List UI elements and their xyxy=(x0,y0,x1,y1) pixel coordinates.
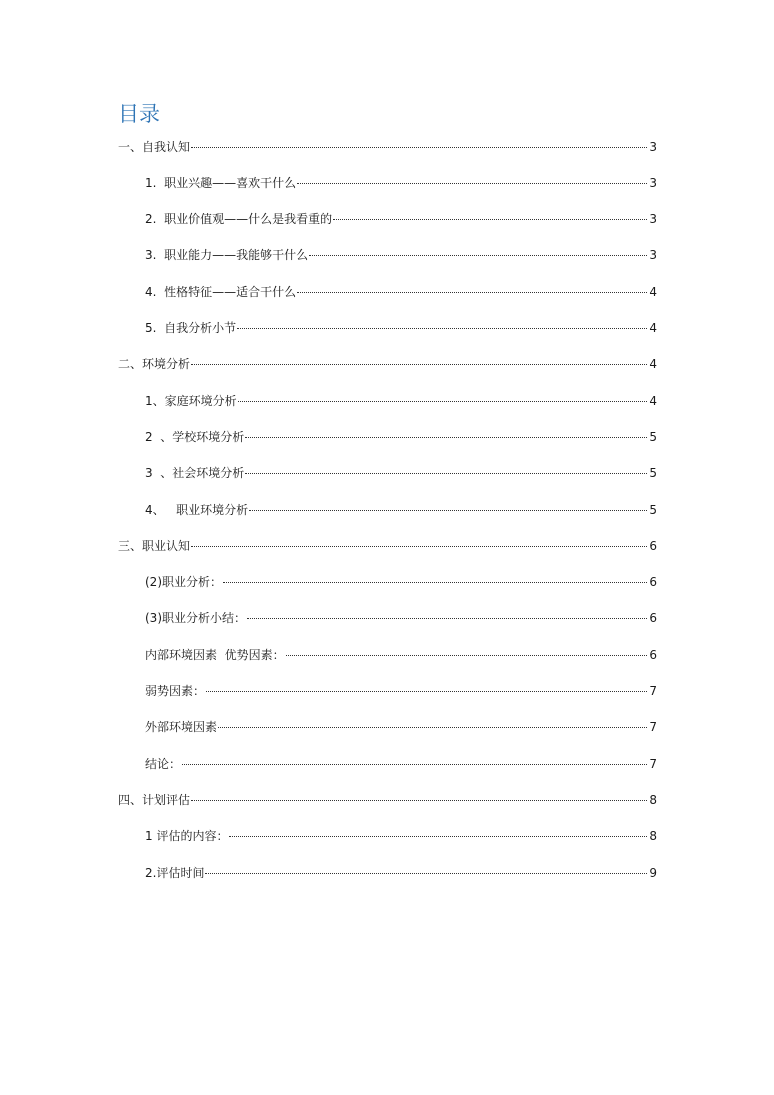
toc-entry-label: (2)职业分析： xyxy=(145,575,222,589)
toc-entry-label: 2.评估时间 xyxy=(145,866,205,880)
toc-entry[interactable] xyxy=(145,683,657,699)
toc-entry[interactable] xyxy=(145,393,657,409)
toc-entry[interactable] xyxy=(145,756,657,772)
toc-page-number: 7 xyxy=(649,684,657,698)
toc-entry[interactable] xyxy=(145,211,657,227)
toc-entry[interactable] xyxy=(145,647,657,663)
toc-leader xyxy=(309,254,647,256)
toc-entry-label: 二、环境分析 xyxy=(118,357,191,371)
toc-entry[interactable] xyxy=(145,574,657,590)
toc-leader xyxy=(191,799,647,801)
toc-entry[interactable] xyxy=(118,792,657,808)
toc-title: 目录 xyxy=(118,102,160,126)
toc-leader xyxy=(205,872,647,874)
toc-leader xyxy=(191,363,647,365)
toc-entry[interactable] xyxy=(145,828,657,844)
toc-leader xyxy=(223,581,647,583)
toc-entry[interactable] xyxy=(145,465,657,481)
toc-leader xyxy=(286,654,647,656)
toc-entry[interactable] xyxy=(145,865,657,881)
toc-leader xyxy=(182,763,647,765)
toc-page-number: 4 xyxy=(649,285,657,299)
toc-page-number: 5 xyxy=(649,430,657,444)
toc-leader xyxy=(237,327,647,329)
toc-page-number: 8 xyxy=(649,829,657,843)
toc-page-number: 4 xyxy=(649,357,657,371)
toc-page-number: 7 xyxy=(649,757,657,771)
toc-page-number: 3 xyxy=(649,176,657,190)
toc-leader xyxy=(297,182,647,184)
toc-leader xyxy=(218,726,647,728)
toc-entry-label: 3. 职业能力——我能够干什么 xyxy=(145,248,309,262)
toc-entry-label: 2. 职业价值观——什么是我看重的 xyxy=(145,212,333,226)
toc-entry[interactable] xyxy=(118,356,657,372)
toc-leader xyxy=(333,218,647,220)
toc-entry[interactable] xyxy=(145,429,657,445)
toc-entry[interactable] xyxy=(145,320,657,336)
toc-entry-label: 四、计划评估 xyxy=(118,793,191,807)
toc-entry-label: (3)职业分析小结： xyxy=(145,611,246,625)
toc-page-number: 8 xyxy=(649,793,657,807)
toc-page-number: 6 xyxy=(649,611,657,625)
toc-page-number: 3 xyxy=(649,212,657,226)
toc-entry-label: 3 、社会环境分析 xyxy=(145,466,245,480)
toc-leader xyxy=(297,291,647,293)
toc-page-number: 7 xyxy=(649,720,657,734)
toc-page-number: 9 xyxy=(649,866,657,880)
toc-entry[interactable] xyxy=(145,247,657,263)
toc-entry[interactable] xyxy=(145,719,657,735)
toc-page-number: 5 xyxy=(649,503,657,517)
toc-leader xyxy=(229,835,647,837)
toc-leader xyxy=(191,146,647,148)
toc-leader xyxy=(206,690,647,692)
toc-entry-label: 4. 性格特征——适合干什么 xyxy=(145,285,297,299)
toc-leader xyxy=(238,400,647,402)
toc-page-number: 6 xyxy=(649,539,657,553)
toc-leader xyxy=(249,509,647,511)
toc-page-number: 3 xyxy=(649,248,657,262)
toc-leader xyxy=(247,617,647,619)
toc-page-number: 3 xyxy=(649,140,657,154)
toc-entry-label: 结论： xyxy=(145,757,182,771)
toc-entry-label: 1. 职业兴趣——喜欢干什么 xyxy=(145,176,297,190)
toc-leader xyxy=(245,436,647,438)
toc-page-number: 5 xyxy=(649,466,657,480)
toc-leader xyxy=(191,545,647,547)
toc-page-number: 6 xyxy=(649,575,657,589)
toc-entry-label: 5. 自我分析小节 xyxy=(145,321,237,335)
toc-entry-label: 2 、学校环境分析 xyxy=(145,430,245,444)
toc-entry[interactable] xyxy=(145,284,657,300)
toc-entry-label: 内部环境因素 优势因素： xyxy=(145,648,285,662)
toc-entry[interactable] xyxy=(145,175,657,191)
toc-page-number: 4 xyxy=(649,321,657,335)
toc-page-number: 6 xyxy=(649,648,657,662)
toc-entry-label: 弱势因素： xyxy=(145,684,206,698)
toc-entry[interactable] xyxy=(145,610,657,626)
toc-entry-label: 1 评估的内容： xyxy=(145,829,229,843)
toc-entry[interactable] xyxy=(118,139,657,155)
toc-entry[interactable] xyxy=(118,538,657,554)
toc-entry-label: 外部环境因素 xyxy=(145,720,218,734)
toc-leader xyxy=(245,472,647,474)
toc-entry[interactable] xyxy=(145,502,657,518)
toc-page-number: 4 xyxy=(649,394,657,408)
toc-entry-label: 4、 职业环境分析 xyxy=(145,503,249,517)
toc-entry-label: 1、家庭环境分析 xyxy=(145,394,237,408)
toc-entry-label: 一、自我认知 xyxy=(118,140,191,154)
toc-entry-label: 三、职业认知 xyxy=(118,539,191,553)
